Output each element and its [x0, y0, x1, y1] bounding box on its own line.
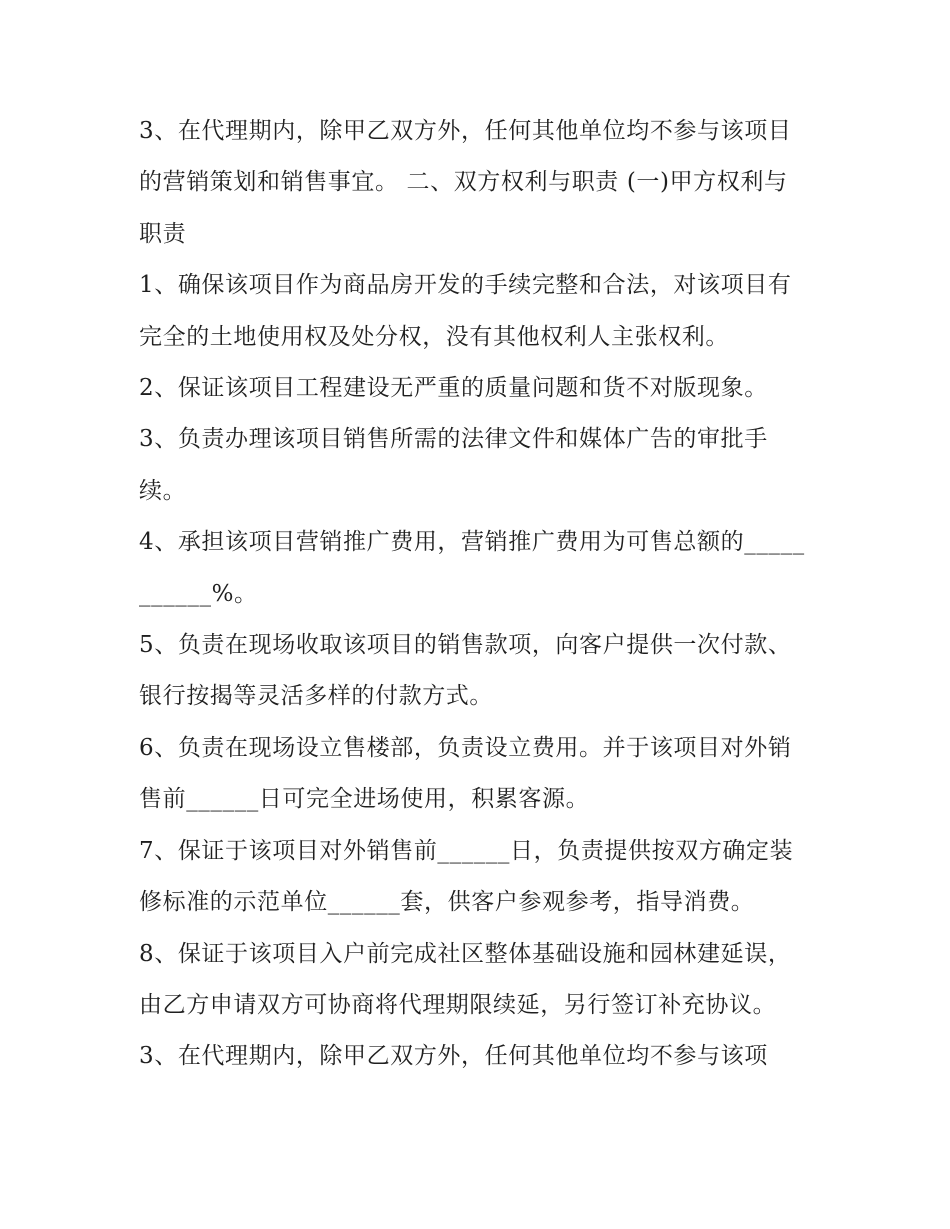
paragraph-agency-exclusivity-repeat: 3、在代理期内，除甲乙双方外，任何其他单位均不参与该项	[139, 1043, 768, 1070]
paragraph-clause-6: 6、负责在现场设立售楼部，负责设立费用。并于该项目对外销售前______日可完全进场使用，积累客源。	[139, 734, 792, 813]
paragraph-agency-exclusivity: 3、在代理期内，除甲乙双方外，任何其他单位均不参与该项目的营销策划和销售事宜。 二、双方权利与职责 (一)甲方权利与职责	[139, 118, 792, 247]
paragraph-clause-8: 8、保证于该项目入户前完成社区整体基础设施和园林建延误，由乙方申请双方可协商将代理期限续延，另行签订补充协议。	[139, 940, 792, 1018]
document-body	[139, 106, 809, 1083]
paragraph-clause-1: 1、确保该项目作为商品房开发的手续完整和合法，对该项目有完全的土地使用权及处分权，没有其他权利人主张权利。	[139, 272, 792, 350]
paragraph-clause-4: 4、承担该项目营销推广费用，营销推广费用为可售总额的___________%。	[139, 529, 805, 607]
paragraph-clause-7: 7、保证于该项目对外销售前______日，负责提供按双方确定装修标准的示范单位______套，供客户参观参考，指导消费。	[139, 837, 794, 916]
paragraph-clause-3: 3、负责办理该项目销售所需的法律文件和媒体广告的审批手续。	[139, 426, 768, 504]
paragraph-clause-2: 2、保证该项目工程建设无严重的质量问题和货不对版现象。	[139, 375, 768, 402]
paragraph-clause-5: 5、负责在现场收取该项目的销售款项，向客户提供一次付款、银行按揭等灵活多样的付款方式。	[139, 632, 792, 710]
